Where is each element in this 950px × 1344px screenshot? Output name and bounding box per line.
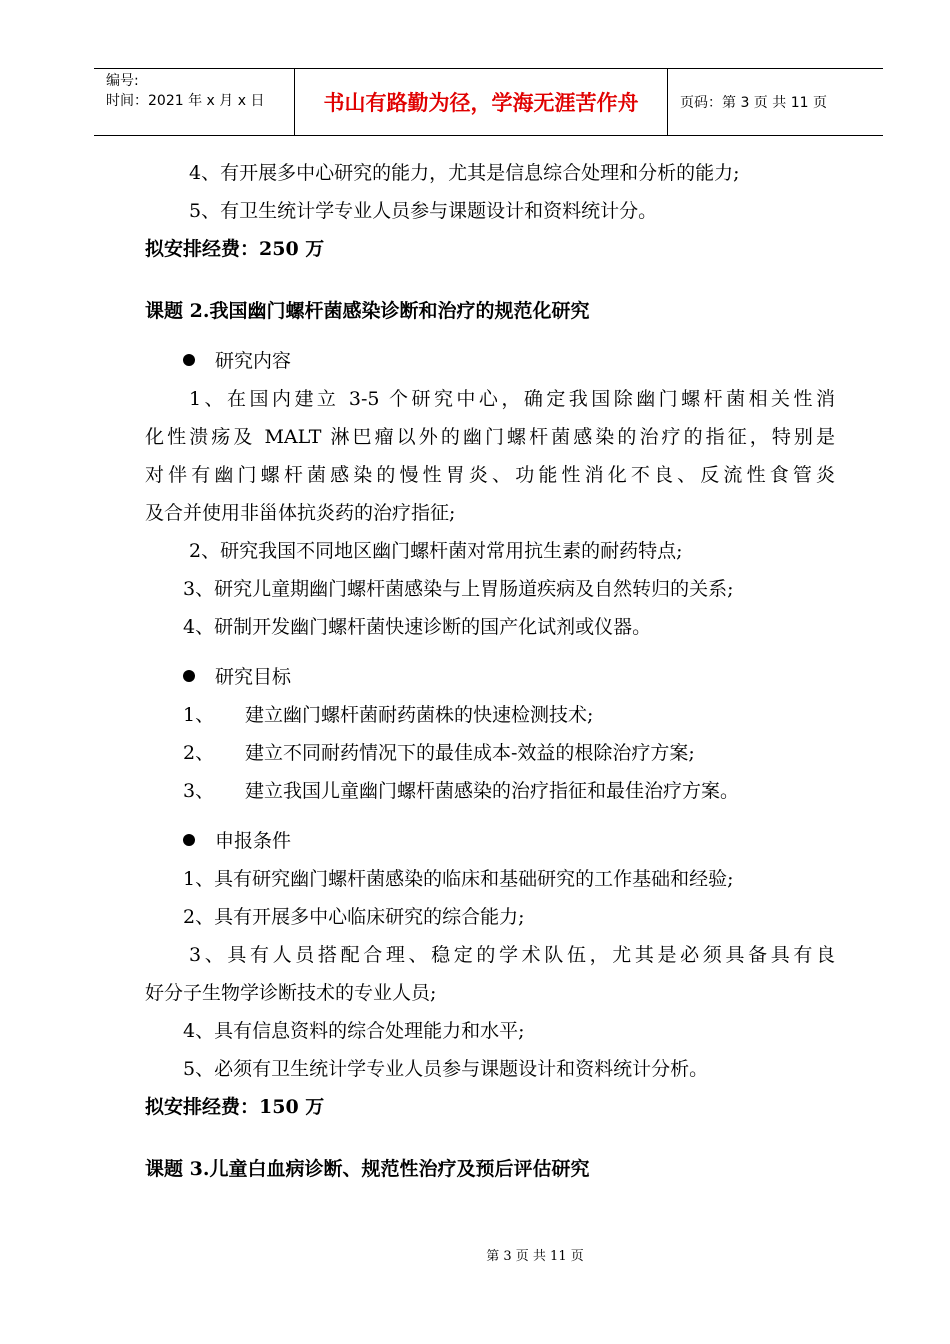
- paragraph: 1、在国内建立 3-5 个研究中心，确定我国除幽门螺杆菌相关性消: [189, 388, 835, 410]
- list-item: 1、 建立幽门螺杆菌耐药菌株的快速检测技术;: [183, 704, 594, 726]
- section-heading: 研究内容: [145, 342, 835, 380]
- bullet-icon: [183, 834, 195, 846]
- page-footer: 第 3 页 共 11 页: [486, 1249, 584, 1264]
- paragraph: 对伴有幽门螺杆菌感染的慢性胃炎、功能性消化不良、反流性食管炎: [145, 464, 835, 486]
- document-body: [145, 154, 835, 1188]
- budget-line: 拟安排经费：150 万: [145, 1096, 325, 1118]
- section-heading: 研究目标: [145, 658, 835, 696]
- paragraph: 化性溃疡及 MALT 淋巴瘤以外的幽门螺杆菌感染的治疗的指征，特别是: [145, 426, 835, 448]
- paragraph: 5、必须有卫生统计学专业人员参与课题设计和资料统计分析。: [183, 1058, 709, 1080]
- bullet-icon: [183, 354, 195, 366]
- topic-heading: 课题 3.儿童白血病诊断、规范性治疗及预后评估研究: [145, 1158, 590, 1180]
- section-heading: 申报条件: [145, 822, 835, 860]
- page-header: [94, 68, 883, 136]
- paragraph: 5、有卫生统计学专业人员参与课题设计和资料统计分。: [189, 200, 658, 222]
- list-item: 2、 建立不同耐药情况下的最佳成本-效益的根除治疗方案;: [183, 742, 695, 764]
- topic-heading: 课题 2.我国幽门螺杆菌感染诊断和治疗的规范化研究: [145, 300, 590, 322]
- paragraph: 好分子生物学诊断技术的专业人员;: [145, 982, 437, 1004]
- paragraph: 及合并使用非甾体抗炎药的治疗指征;: [145, 502, 456, 524]
- header-meta: [94, 69, 295, 135]
- paragraph: 3、研究儿童期幽门螺杆菌感染与上胃肠道疾病及自然转归的关系;: [183, 578, 734, 600]
- paragraph: 4、研制开发幽门螺杆菌快速诊断的国产化试剂或仪器。: [183, 616, 652, 638]
- paragraph: 2、具有开展多中心临床研究的综合能力;: [183, 906, 525, 928]
- list-item: 3、 建立我国儿童幽门螺杆菌感染的治疗指征和最佳治疗方案。: [183, 780, 740, 802]
- header-motto: 书山有路勤为径，学海无涯苦作舟: [295, 69, 668, 135]
- header-page-number: 页码：第 3 页 共 11 页: [680, 95, 827, 111]
- paragraph: 4、具有信息资料的综合处理能力和水平;: [183, 1020, 525, 1042]
- bullet-icon: [183, 670, 195, 682]
- paragraph: 3、具有人员搭配合理、稳定的学术队伍，尤其是必须具备具有良: [189, 944, 835, 966]
- doc-number: 编号:: [106, 73, 139, 89]
- budget-line: 拟安排经费：250 万: [145, 238, 325, 260]
- doc-date: 时间：2021 年 x 月 x 日: [106, 93, 265, 109]
- paragraph: 2、研究我国不同地区幽门螺杆菌对常用抗生素的耐药特点;: [189, 540, 683, 562]
- paragraph: 4、有开展多中心研究的能力，尤其是信息综合处理和分析的能力;: [189, 162, 740, 184]
- paragraph: 1、具有研究幽门螺杆菌感染的临床和基础研究的工作基础和经验;: [183, 868, 734, 890]
